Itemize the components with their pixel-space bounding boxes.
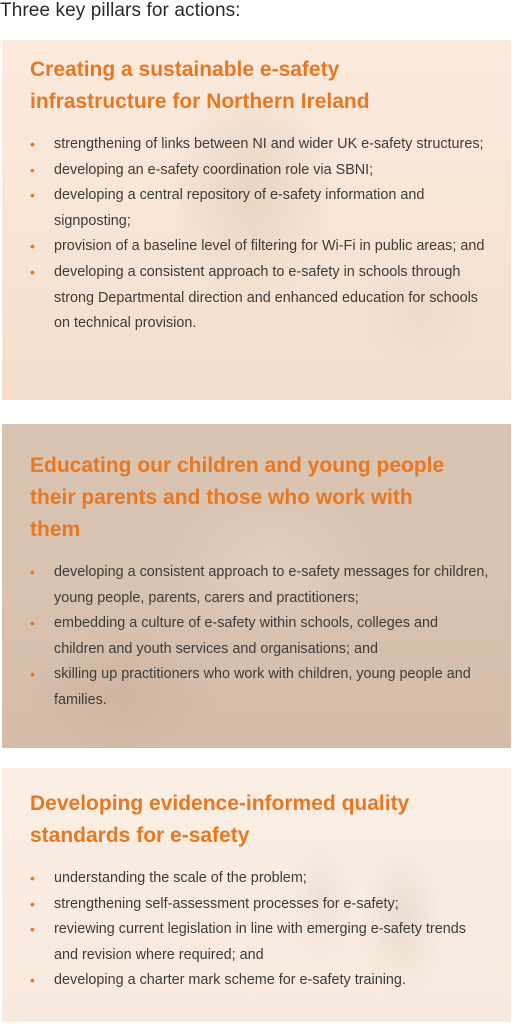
bullet-icon: • xyxy=(30,564,35,580)
list-item xyxy=(30,183,491,234)
pillar-infrastructure-panel xyxy=(2,40,511,400)
pillar-education-panel xyxy=(2,424,511,748)
list-item xyxy=(30,892,491,918)
list-item xyxy=(30,132,491,158)
pillar-title-line: Developing evidence-informed quality xyxy=(30,792,410,815)
pillar-action-list xyxy=(30,866,491,994)
list-item-text: reviewing current legislation in line with emerging e-safety trends and revision where required; and xyxy=(54,921,466,963)
bullet-icon: • xyxy=(30,921,35,938)
pillar-standards-panel xyxy=(2,768,511,1022)
page-heading: Three key pillars for actions: xyxy=(0,0,241,21)
list-item xyxy=(30,158,491,184)
list-item-text: developing a consistent approach to e-safety in schools through strong Departmental direction and enhanced education for schools on technical provision. xyxy=(54,263,478,332)
bullet-icon: • xyxy=(30,238,35,255)
list-item-text: understanding the scale of the problem; xyxy=(54,870,307,886)
bullet-icon: • xyxy=(30,136,35,152)
list-item-text: developing a consistent approach to e-safety messages for children, young people, parents, carers and practitioners; xyxy=(54,564,489,606)
list-item-text: strengthening self-assessment processes for e-safety; xyxy=(54,895,399,912)
list-item-text: strengthening of links between NI and wider UK e-safety structures; xyxy=(54,136,484,152)
bullet-icon: • xyxy=(30,666,35,683)
list-item-text: embedding a culture of e-safety within schools, colleges and children and youth services and organisations; and xyxy=(54,615,438,657)
bullet-icon: • xyxy=(30,263,35,280)
pillar-title-line: standards for e-safety xyxy=(30,824,250,847)
pillar-title xyxy=(30,788,491,852)
list-item xyxy=(30,234,491,260)
list-item xyxy=(30,260,491,337)
bullet-icon: • xyxy=(30,895,35,912)
list-item-text: developing a central repository of e-safety information and signposting; xyxy=(54,187,425,229)
list-item-text: developing an e-safety coordination role via SBNI; xyxy=(54,161,374,178)
bullet-icon: • xyxy=(30,870,35,886)
pillar-title-line: infrastructure for Northern Ireland xyxy=(30,90,370,113)
pillar-action-list xyxy=(30,132,491,337)
pillar-title-line: them xyxy=(30,518,81,541)
bullet-icon: • xyxy=(30,161,35,178)
pillar-title-line: their parents and those who work with xyxy=(30,486,413,509)
bullet-icon: • xyxy=(30,615,35,632)
list-item xyxy=(30,662,491,713)
list-item-text: skilling up practitioners who work with children, young people and families. xyxy=(54,666,471,708)
pillar-action-list xyxy=(30,560,491,714)
list-item-text: developing a charter mark scheme for e-safety training. xyxy=(54,972,406,989)
bullet-icon: • xyxy=(30,972,35,989)
pillar-title-line: Educating our children and young people xyxy=(30,454,445,477)
bullet-icon: • xyxy=(30,187,35,204)
pillar-title xyxy=(30,450,491,546)
list-item-text: provision of a baseline level of filtering for Wi-Fi in public areas; and xyxy=(54,238,485,255)
list-item xyxy=(30,866,491,892)
list-item xyxy=(30,611,491,662)
list-item xyxy=(30,968,491,994)
list-item xyxy=(30,560,491,611)
list-item xyxy=(30,917,491,968)
pillar-title xyxy=(30,54,491,118)
pillar-title-line: Creating a sustainable e-safety xyxy=(30,58,340,81)
